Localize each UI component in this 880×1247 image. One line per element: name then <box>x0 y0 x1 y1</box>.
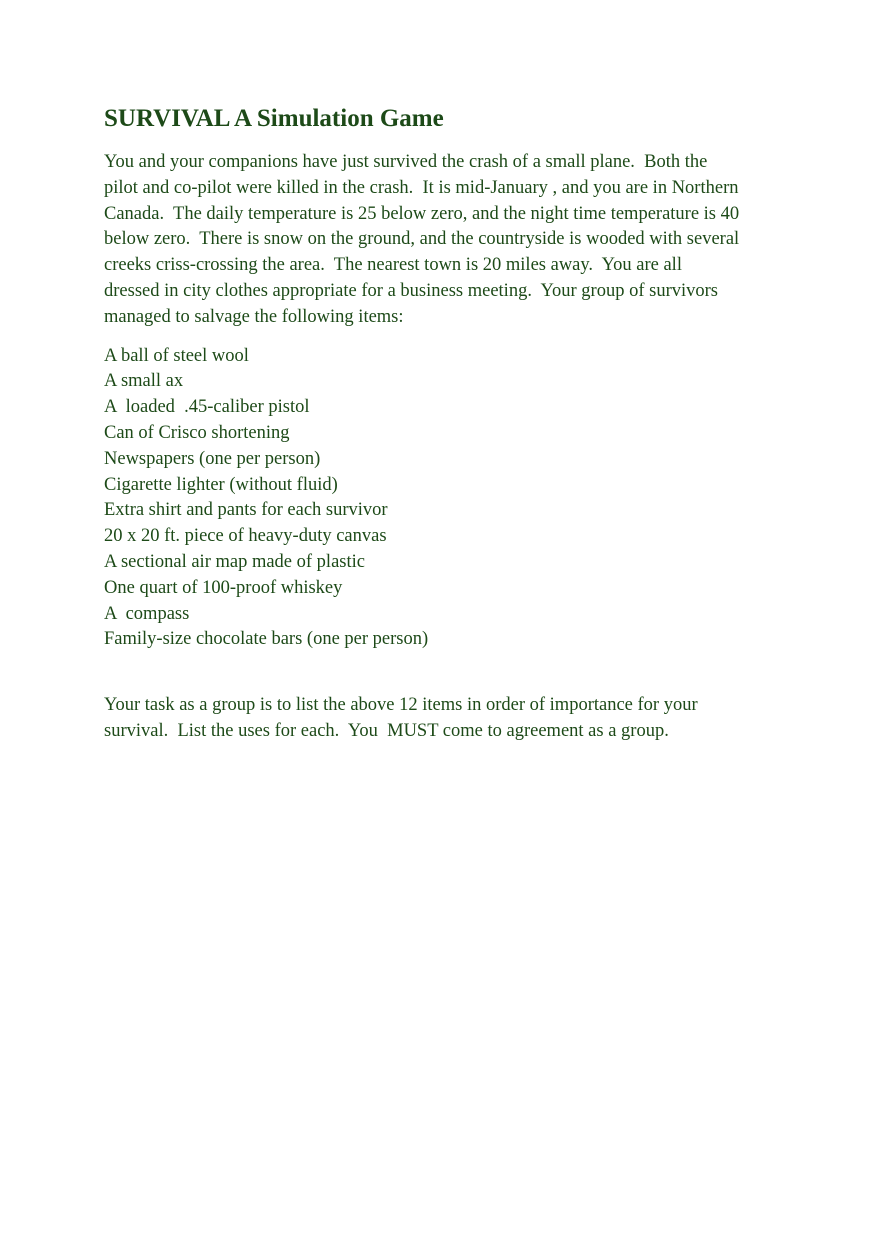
list-item: One quart of 100-proof whiskey <box>104 577 343 598</box>
list-item: A compass <box>104 603 190 624</box>
task-paragraph <box>104 693 784 745</box>
list-item: Extra shirt and pants for each survivor <box>104 500 388 521</box>
list-item: A loaded .45-caliber pistol <box>104 397 310 418</box>
intro-line: You and your companions have just survived the crash of a small plane. Both the <box>104 152 708 172</box>
salvaged-items-list <box>104 344 784 654</box>
intro-line: Canada. The daily temperature is 25 below zero, and the night time temperature is 40 <box>104 203 740 224</box>
list-item: 20 x 20 ft. piece of heavy-duty canvas <box>104 526 387 547</box>
list-item: A sectional air map made of plastic <box>104 551 365 572</box>
list-item: Cigarette lighter (without fluid) <box>104 474 338 495</box>
list-item: A ball of steel wool <box>104 345 249 366</box>
list-item: Newspapers (one per person) <box>104 448 321 469</box>
intro-line: pilot and co-pilot were killed in the crash. It is mid-January , and you are in Northern <box>104 177 739 198</box>
intro-line: below zero. There is snow on the ground, and the countryside is wooded with several <box>104 229 740 250</box>
document-content <box>104 102 784 745</box>
intro-paragraph <box>104 150 784 331</box>
list-item: Family-size chocolate bars (one per person) <box>104 629 429 650</box>
intro-line: creeks criss-crossing the area. The nearest town is 20 miles away. You are all <box>104 255 682 276</box>
list-item: Can of Crisco shortening <box>104 422 290 443</box>
list-item: A small ax <box>104 371 184 392</box>
intro-line: managed to salvage the following items: <box>104 306 404 327</box>
task-line: survival. List the uses for each. You MUST come to agreement as a group. <box>104 720 669 741</box>
intro-line: dressed in city clothes appropriate for a business meeting. Your group of survivors <box>104 280 718 301</box>
page-title: SURVIVAL A Simulation Game <box>104 105 444 132</box>
task-line: Your task as a group is to list the above 12 items in order of importance for your <box>104 695 698 716</box>
